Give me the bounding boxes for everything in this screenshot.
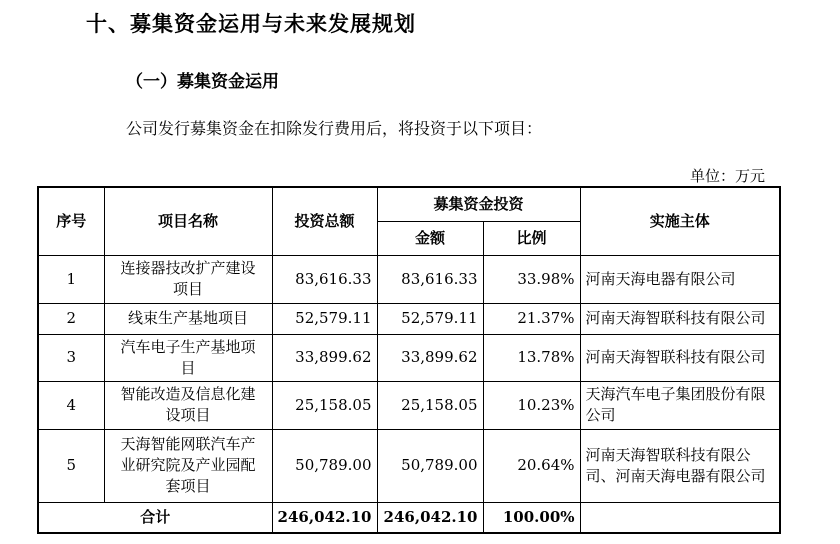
cell-total: 25,158.05	[272, 381, 377, 429]
cell-total: 83,616.33	[272, 255, 377, 303]
cell-total: 33,899.62	[272, 334, 377, 381]
header-entity: 实施主体	[580, 187, 780, 255]
total-ratio: 100.00%	[483, 502, 580, 533]
header-no: 序号	[38, 187, 104, 255]
cell-entity: 河南天海智联科技有限公司	[580, 303, 780, 334]
cell-amount: 83,616.33	[377, 255, 483, 303]
total-investment: 246,042.10	[272, 502, 377, 533]
cell-entity: 河南天海智联科技有限公司、河南天海电器有限公司	[580, 429, 780, 502]
cell-ratio: 20.64%	[483, 429, 580, 502]
cell-total: 52,579.11	[272, 303, 377, 334]
header-total: 投资总额	[272, 187, 377, 255]
cell-amount: 50,789.00	[377, 429, 483, 502]
cell-name: 智能改造及信息化建设项目	[104, 381, 272, 429]
total-label: 合计	[38, 502, 272, 533]
cell-name: 汽车电子生产基地项目	[104, 334, 272, 381]
header-name: 项目名称	[104, 187, 272, 255]
total-entity-empty	[580, 502, 780, 533]
cell-name: 连接器技改扩产建设项目	[104, 255, 272, 303]
cell-name: 线束生产基地项目	[104, 303, 272, 334]
subsection-title: （一）募集资金运用	[126, 72, 279, 92]
cell-no: 5	[38, 429, 104, 502]
cell-amount: 25,158.05	[377, 381, 483, 429]
header-ratio: 比例	[483, 221, 580, 255]
cell-amount: 52,579.11	[377, 303, 483, 334]
cell-ratio: 10.23%	[483, 381, 580, 429]
cell-no: 3	[38, 334, 104, 381]
total-row	[38, 502, 780, 533]
header-amount: 金额	[377, 221, 483, 255]
cell-ratio: 21.37%	[483, 303, 580, 334]
table-row	[38, 255, 780, 303]
cell-no: 2	[38, 303, 104, 334]
cell-no: 1	[38, 255, 104, 303]
total-amount: 246,042.10	[377, 502, 483, 533]
table-row	[38, 429, 780, 502]
intro-paragraph: 公司发行募集资金在扣除发行费用后，将投资于以下项目：	[126, 119, 543, 138]
section-title: 十、募集资金运用与未来发展规划	[86, 12, 416, 36]
cell-ratio: 33.98%	[483, 255, 580, 303]
unit-label: 单位：万元	[690, 167, 766, 185]
fund-usage-table	[37, 186, 781, 534]
cell-name: 天海智能网联汽车产业研究院及产业园配套项目	[104, 429, 272, 502]
cell-total: 50,789.00	[272, 429, 377, 502]
cell-entity: 天海汽车电子集团股份有限公司	[580, 381, 780, 429]
table-row	[38, 303, 780, 334]
cell-entity: 河南天海智联科技有限公司	[580, 334, 780, 381]
cell-entity: 河南天海电器有限公司	[580, 255, 780, 303]
header-raised: 募集资金投资	[377, 187, 580, 221]
table-row	[38, 381, 780, 429]
cell-amount: 33,899.62	[377, 334, 483, 381]
table-row	[38, 334, 780, 381]
cell-no: 4	[38, 381, 104, 429]
cell-ratio: 13.78%	[483, 334, 580, 381]
